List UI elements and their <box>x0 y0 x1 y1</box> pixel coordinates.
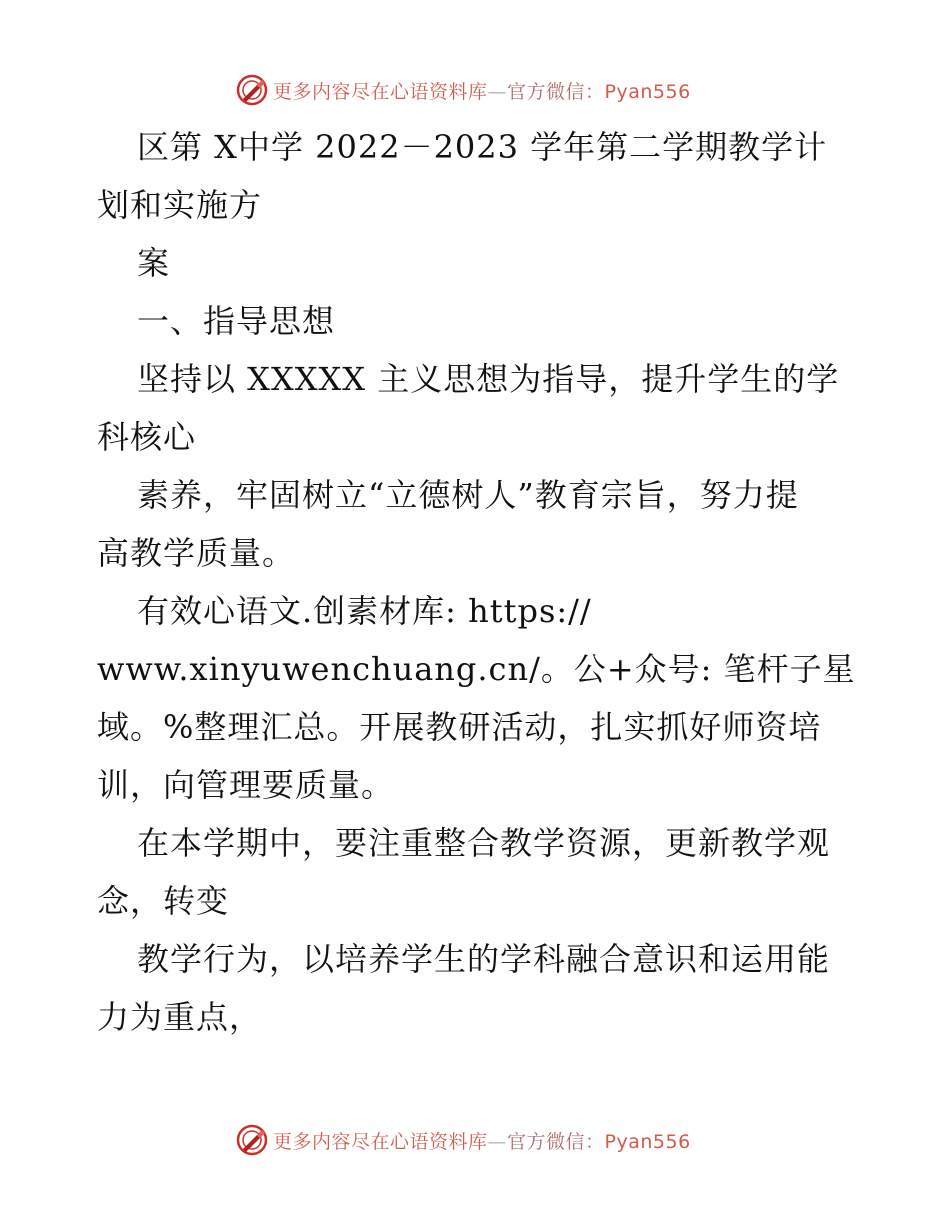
title-line-2: 划和实施方 <box>97 186 263 224</box>
watermark-text <box>273 1127 691 1154</box>
pen-logo-icon <box>235 1123 269 1157</box>
watermark-dash: — <box>487 1130 508 1153</box>
paragraph-line: 力为重点， <box>97 998 263 1036</box>
paragraph-line: 坚持以 XXXXX 主义思想为指导，提升学生的学 <box>137 360 840 398</box>
watermark-label: 官方微信： <box>507 80 605 103</box>
paragraph-line: 念，转变 <box>97 882 230 920</box>
paragraph-line: 教学行为，以培养学生的学科融合意识和运用能 <box>137 940 831 978</box>
paragraph-line: 高教学质量。 <box>97 534 296 572</box>
footer-watermark <box>235 1123 715 1157</box>
section-heading: 一、指导思想 <box>137 302 336 340</box>
watermark-main: 更多内容尽在心语资料库 <box>273 1130 488 1153</box>
paragraph-line: 域。%整理汇总。开展教研活动，扎实抓好师资培 <box>97 708 822 746</box>
watermark-id: Pyan556 <box>604 80 691 103</box>
title-line-3: 案 <box>137 244 171 282</box>
watermark-id: Pyan556 <box>604 1130 691 1153</box>
paragraph-line: 训，向管理要质量。 <box>97 766 395 804</box>
watermark-label: 官方微信： <box>507 1130 605 1153</box>
watermark-dash: — <box>487 80 508 103</box>
title-line-1: 区第 X中学 2022－2023 学年第二学期教学计 <box>137 128 828 166</box>
watermark-text <box>273 77 691 104</box>
paragraph-line: 素养，牢固树立“立德树人”教育宗旨，努力提 <box>137 476 799 514</box>
pen-logo-icon <box>235 73 269 107</box>
paragraph-line: www.xinyuwenchuang.cn/。公+众号: 笔杆子星 <box>97 650 856 688</box>
paragraph-line: 科核心 <box>97 418 197 456</box>
paragraph-line: 在本学期中，要注重整合教学资源，更新教学观 <box>137 824 831 862</box>
header-watermark <box>235 73 715 107</box>
watermark-main: 更多内容尽在心语资料库 <box>273 80 488 103</box>
paragraph-line: 有效心语文.创素材库: https:// <box>137 592 592 630</box>
